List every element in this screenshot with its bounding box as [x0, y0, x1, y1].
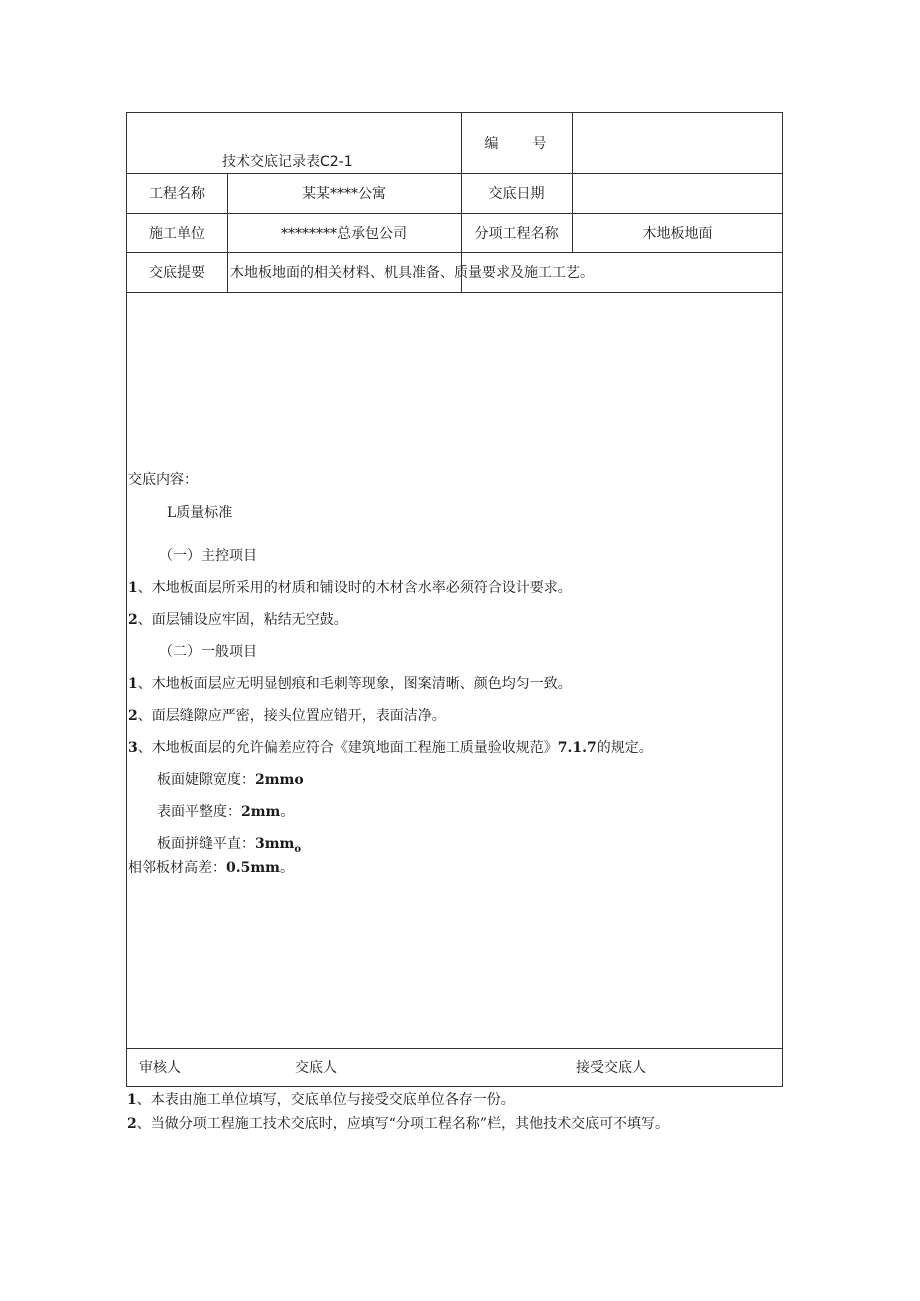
tolerance-row: [157, 769, 304, 789]
tolerance-suffix: 。: [280, 804, 295, 820]
tolerance-value: 2mm: [241, 804, 281, 820]
row-divider: [127, 1048, 782, 1049]
item-text: 、面层缝隙应严密，接头位置应错开，表面洁净。: [137, 708, 446, 724]
note-number: 1: [127, 1092, 137, 1108]
date-value: [572, 173, 783, 213]
note-text: 、本表由施工单位填写，交底单位与接受交底单位各存一份。: [136, 1092, 515, 1108]
list-item: [128, 577, 572, 597]
reviewer-label: 审核人: [139, 1060, 181, 1076]
tolerance-row: [157, 801, 294, 821]
item-number: 1: [128, 580, 138, 596]
contractor-label: 施工单位: [149, 225, 205, 242]
sub-heading-main-control: （一）主控项目: [159, 548, 257, 564]
row-divider: [127, 292, 782, 293]
project-name-value: 某某****公寓: [302, 186, 386, 202]
number-value: [572, 113, 783, 173]
discloser-label: 交底人: [295, 1060, 337, 1076]
item-text: 、面层铺设应牢固，粘结无空鼓。: [137, 612, 348, 628]
tolerance-suffix: 。: [279, 860, 294, 876]
code-reference: 7.1.7: [557, 740, 597, 756]
item-number: 3: [128, 740, 138, 756]
item-text: 的规定。: [596, 740, 653, 756]
tolerance-label: 表面平整度：: [157, 804, 241, 820]
tolerance-row: [157, 833, 301, 855]
note-1: [127, 1089, 515, 1109]
content-heading: 交底内容：: [128, 472, 198, 488]
tolerance-value: 0.5mm: [226, 860, 280, 876]
summary-label: 交底提要: [149, 265, 205, 281]
note-2: [127, 1113, 669, 1133]
list-item: [128, 609, 348, 629]
tolerance-row: [128, 857, 294, 877]
item-number: 2: [128, 612, 138, 628]
tolerance-value: 2mmo: [255, 772, 304, 788]
tolerance-label: 相邻板材高差：: [128, 860, 226, 876]
date-label: 交底日期: [488, 186, 545, 202]
item-text: 、木地板面层所采用的材质和铺设时的木材含水率必须符合设计要求。: [137, 580, 572, 596]
sub-project-value: 木地板地面: [642, 225, 713, 242]
list-item: [128, 705, 446, 725]
item-text: 、木地板面层的允许偏差应符合《建筑地面工程施工质量验收规范》: [137, 740, 558, 756]
project-name-label: 工程名称: [149, 186, 205, 202]
sub-project-label: 分项工程名称: [474, 225, 559, 242]
summary-value: 木地板地面的相关材料、机具准备、质量要求及施工工艺。: [230, 265, 594, 281]
tolerance-label: 板面拼缝平直：: [157, 836, 255, 852]
contractor-value: ********总承包公司: [281, 225, 407, 242]
tolerance-subscript: o: [294, 843, 302, 855]
disclosure-form: [126, 112, 783, 1087]
tolerance-value: 3mm: [255, 836, 295, 852]
section-quality-standard: L质量标准: [167, 505, 233, 521]
receiver-label: 接受交底人: [576, 1060, 646, 1076]
list-item: [128, 673, 572, 693]
note-text: 、当做分项工程施工技术交底时，应填写“分项工程名称”栏，其他技术交底可不填写。: [136, 1116, 670, 1132]
item-number: 2: [128, 708, 138, 724]
form-title: 技术交底记录表C2-1: [222, 154, 353, 170]
tolerance-label: 板面婕隙宽度：: [157, 772, 255, 788]
item-number: 1: [128, 676, 138, 692]
number-label: 编 号: [484, 136, 549, 152]
item-text: 、木地板面层应无明显刨痕和毛刺等现象，图案清晰、颜色均匀一致。: [137, 676, 572, 692]
sub-heading-general: （二）一般项目: [159, 644, 257, 660]
list-item: [128, 737, 653, 757]
note-number: 2: [127, 1116, 137, 1132]
